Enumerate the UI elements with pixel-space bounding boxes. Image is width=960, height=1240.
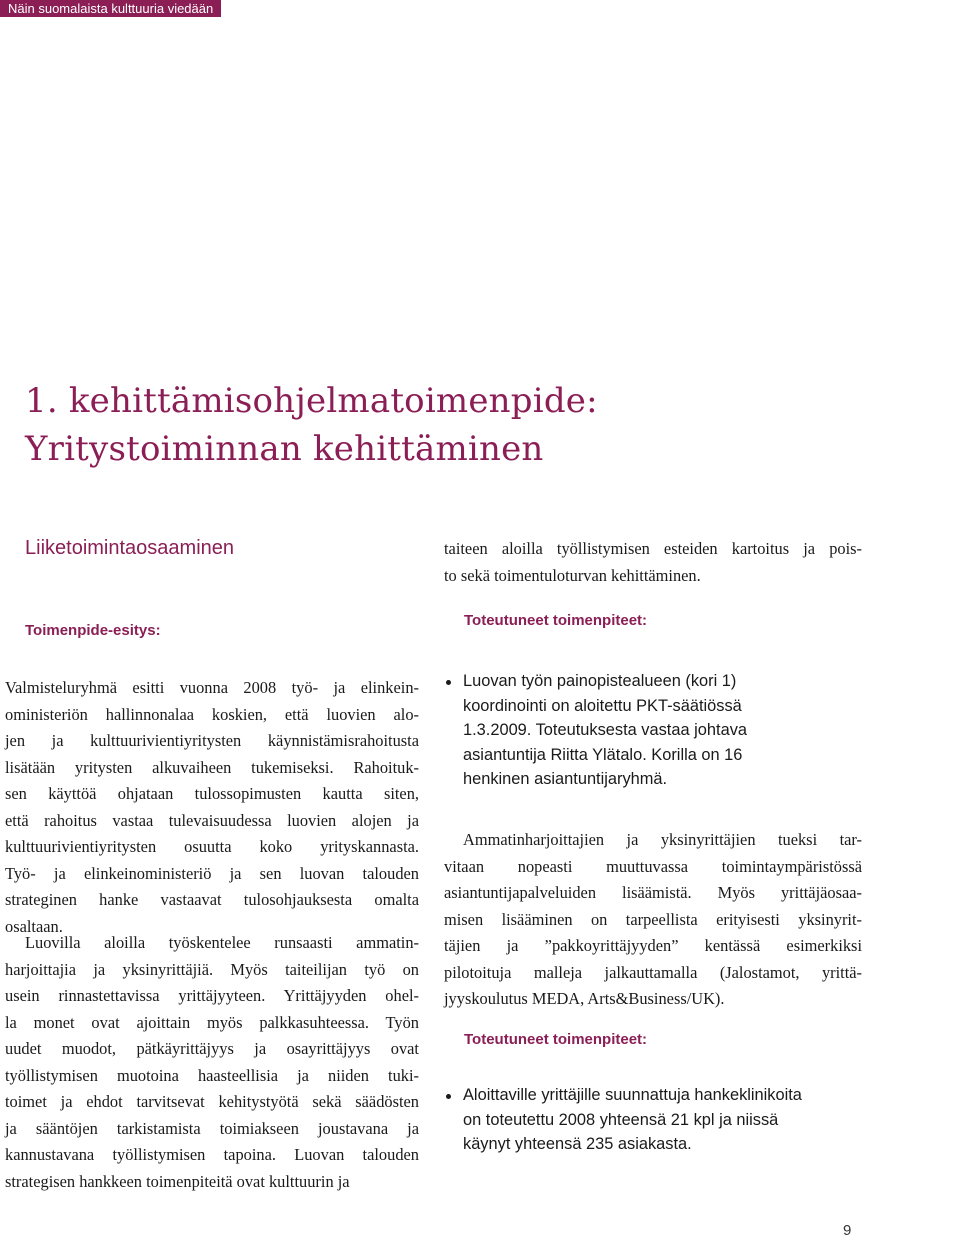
text-line: työllistymisen muotoina haasteellisia ja niiden tuki- <box>5 1065 419 1085</box>
text-line: osaltaan. <box>5 916 63 936</box>
text-line: asiantuntija Riitta Ylätalo. Korilla on 16 <box>463 745 743 764</box>
text-line: 1.3.2009. Toteutuksesta vastaa johtava <box>463 721 748 739</box>
text-line: Ammatinharjoittajien ja yksinyrittäjien tueksi tar- <box>463 830 862 849</box>
text-line: täjien ja ”pakkoyrittäjyyden” kentässä esimerkiksi <box>444 936 862 955</box>
text-line: harjoittajia ja yksinyrittäjiä. Myös taiteilijan työ on <box>5 959 419 979</box>
bullet-list-2 <box>444 1083 802 1157</box>
text-line: strategisen hankkeen toimenpiteitä ovat kulttuurin ja <box>5 1171 350 1191</box>
left-paragraph-1 <box>5 675 419 940</box>
text-line: toimet ja ehdot tarvitsevat kehitystyötä sekä säädösten <box>5 1092 419 1111</box>
text-line: la monet ovat ajoittain myös palkkasuhteessa. Työn <box>5 1012 419 1032</box>
text-line: Luovilla aloilla työskentelee runsaasti ammatin- <box>25 933 419 952</box>
text-line: to sekä toimentuloturvan kehittäminen. <box>444 565 701 585</box>
text-line: asiantuntijapalveluiden lisäämistä. Myös yrittäjäosaa- <box>444 883 862 902</box>
left-subheading: Toimenpide-esitys: <box>25 622 161 639</box>
right-subheading-1: Toteutuneet toimenpiteet: <box>464 612 648 629</box>
right-subheading-2: Toteutuneet toimenpiteet: <box>464 1031 648 1048</box>
text-line: oministeriön hallinnonalaa koskien, että luovien alo- <box>5 704 419 724</box>
left-paragraph-2 <box>5 930 419 1195</box>
page-title-line-2: Yritystoiminnan kehittäminen <box>25 429 544 469</box>
text-line: jyyskoulutus MEDA, Arts&Business/UK). <box>444 989 725 1008</box>
running-header <box>0 0 221 17</box>
text-line: Työ- ja elinkeinoministeriö ja sen luovan talouden <box>5 863 419 883</box>
text-line: vitaan nopeasti muuttuvassa toimintaympäristössä <box>444 856 862 876</box>
text-line: ja sääntöjen tarkistamista toimiakseen joustavana ja <box>5 1118 419 1138</box>
bullet-icon <box>446 680 451 685</box>
text-line: jen ja kulttuurivientiyritysten käynnistämisrahoitusta <box>5 731 419 750</box>
right-continuation-paragraph <box>444 536 862 589</box>
bullet-icon <box>446 1094 451 1099</box>
text-line: lisätään yritysten alkuvaiheen tukemiseksi. Rahoituk- <box>5 757 419 777</box>
text-line: Valmisteluryhmä esitti vuonna 2008 työ- ja elinkein- <box>5 678 419 697</box>
running-header-text: Näin suomalaista kulttuuria viedään <box>8 1 214 16</box>
list-item <box>444 669 747 792</box>
right-paragraph <box>444 827 862 1013</box>
text-line: kulttuurivientiyritysten osuutta koko yrityskannasta. <box>5 837 419 856</box>
list-item <box>444 1083 802 1157</box>
text-line: pilotoituja malleja jalkauttamalla (Jalostamot, yrittä- <box>444 962 862 982</box>
section-heading: Liiketoimintaosaaminen <box>25 537 235 559</box>
bullet-list-1 <box>444 669 747 792</box>
text-line: taiteen aloilla työllistymisen esteiden kartoitus ja pois- <box>444 539 862 558</box>
text-line: usein rinnastettavissa yrittäjyyteen. Yrittäjyyden ohel- <box>5 986 419 1005</box>
text-line: misen lisääminen on tarpeellista erityisesti yksinyrit- <box>444 909 862 929</box>
text-line: strateginen hanke vastaavat tulosohjauksesta omalta <box>5 890 419 909</box>
text-line: sen käyttöä ohjataan tulossopimusten kautta siten, <box>5 784 419 803</box>
text-line: koordinointi on aloitettu PKT-säätiössä <box>463 696 742 715</box>
text-line: Aloittaville yrittäjille suunnattuja hankeklinikoita <box>463 1086 802 1104</box>
text-line: henkinen asiantuntijaryhmä. <box>463 770 668 788</box>
text-line: että rahoitus vastaa tulevaisuudessa luovien alojen ja <box>5 810 419 830</box>
text-line: Luovan työn painopistealueen (kori 1) <box>463 672 737 690</box>
text-line: uudet muodot, pätkäyrittäjyys ja osayrittäjyys ovat <box>5 1039 419 1058</box>
page-title-line-1: 1. kehittämisohjelmatoimenpide: <box>25 381 598 421</box>
text-line: käynyt yhteensä 235 asiakasta. <box>463 1135 692 1153</box>
page-title <box>25 377 598 473</box>
text-line: on toteutettu 2008 yhteensä 21 kpl ja niissä <box>463 1110 779 1129</box>
page-number: 9 <box>843 1222 852 1239</box>
text-line: kannustavana työllistymisen tapoina. Luovan talouden <box>5 1145 419 1164</box>
